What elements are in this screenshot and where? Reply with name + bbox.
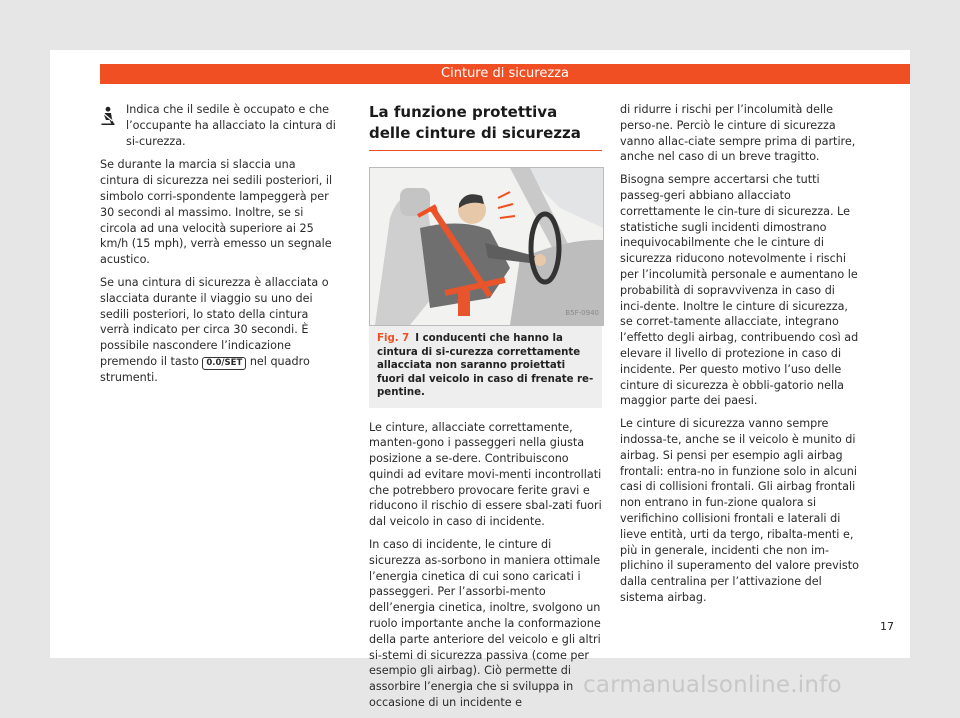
driver-illustration xyxy=(370,168,603,325)
seatbelt-warning-icon xyxy=(100,102,118,149)
paragraph-text: Se una cintura di sicurezza è allacciata o slacciata durante il viaggio su uno dei sedili posteriori, lo stato della cintura verrà indicato per circa 30 secondi. È possibile nascondere l’indicazione premendo il tasto xyxy=(100,275,329,368)
left-column xyxy=(100,102,337,393)
caption-text: I conducenti che hanno la cintura di si-curezza correttamente allacciata non saranno proiettati fuori dal veicolo in caso di frenate re-pentine. xyxy=(377,333,594,398)
paragraph-text: nel quadro strumenti. xyxy=(100,354,310,384)
paragraph: Se durante la marcia si slaccia una cintura di sicurezza nei sedili posteriori, il simbolo corri-spondente lampeggerà per 30 secondi al massimo. Inoltre, se si circola ad una velocità superiore ai 25 km/h (15 mph), verrà emesso un segnale acustico. xyxy=(100,158,333,267)
chapter-title: Cinture di sicurezza xyxy=(441,66,569,81)
paragraph: In caso di incidente, le cinture di sicurezza as-sorbono in maniera ottimale l’energia cinetica di cui sono caricati i passeggeri. Per l’assorbi-mento dell’energia cinetica, inoltre, svolgono un ruolo importante anche la conformazione della parte anteriore del veicolo e gli altri si-stemi di sicurezza passiva (come per esempio gli airbag). Ciò permette di assorbire l’energia che si sviluppa in occasione di un incidente e xyxy=(369,538,601,710)
figure-seatbelt-illustration xyxy=(369,167,604,326)
figure-caption xyxy=(369,326,602,408)
middle-column xyxy=(369,102,602,718)
paragraph: Le cinture di sicurezza vanno sempre indossa-te, anche se il veicolo è munito di airbag. Si pensi per esempio agli airbag frontali: entra-no in funzione solo in alcuni casi di collisioni frontali. Gli airbag frontali non entrano in fun-zione qualora si verifichino collisioni frontali e laterali di lieve entità, urti da tergo, ribalta-menti e, più in generale, incidenti che non im-plichino il superamento del valore previsto dalla centralina per l’attivazione del sistema airbag. xyxy=(620,417,859,604)
paragraph: Le cinture, allacciate correttamente, manten-gono i passeggeri nella giusta posizione a se-dere. Contribuiscono quindi ad evitare movi-menti incontrollati che potrebbero provocare ferite gravi e riducono il rischio di essere sbal-zati fuori dal veicolo in caso di incidente. xyxy=(369,420,602,529)
paragraph: Bisogna sempre accertarsi che tutti passeg-geri abbiano allacciato correttamente le cin-ture di sicurezza. Le statistiche sugli incidenti dimostrano inequivocabilmente che le cinture di sicurezza riducono notevolmente i rischi per l’incolumità personale e aumentano le probabilità di sopravvivenza in caso di inci-dente. Inoltre le cinture di sicurezza, se corret-tamente allacciate, integrano l’effetto degli airbag, contribuendo così ad elevare il livello di protezione in caso di incidente. Per questo motivo l’uso delle cinture di sicurezza è obbli-gatorio nella maggior parte dei paesi. xyxy=(620,173,859,408)
set-key-symbol: 0.0/SET xyxy=(202,357,246,370)
chapter-header xyxy=(100,64,910,84)
figure-code: B5F-0940 xyxy=(565,309,599,318)
watermark: carmanualsonline.info xyxy=(583,672,842,698)
paragraph: di ridurre i rischi per l’incolumità delle perso-ne. Perciò le cinture di sicurezza vanno allac-ciate sempre prima di partire, anche nel caso di un breve tragitto. xyxy=(620,103,856,164)
note-text: Indica che il sedile è occupato e che l’occupante ha allacciato la cintura di si-curezza. xyxy=(126,103,336,148)
figure-label: Fig. 7 xyxy=(377,333,410,344)
section-title: La funzione protettiva delle cinture di sicurezza xyxy=(369,102,602,151)
seatbelt-indicator-note xyxy=(100,102,337,149)
right-column xyxy=(620,102,860,613)
page-number: 17 xyxy=(880,620,894,633)
paragraph-with-key xyxy=(100,275,337,386)
